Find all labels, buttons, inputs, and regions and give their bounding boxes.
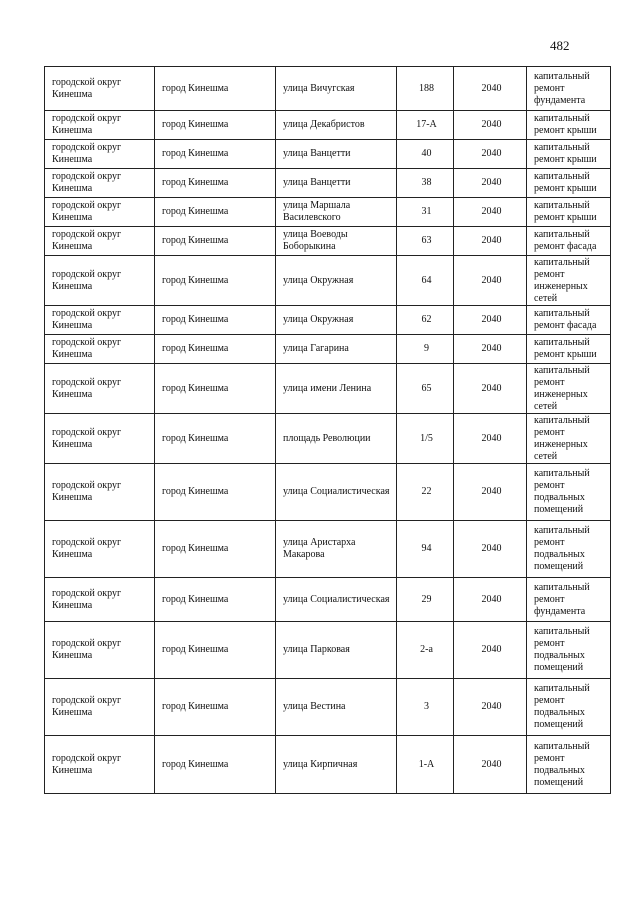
table-row (45, 679, 611, 736)
year-cell: 2040 (454, 227, 527, 256)
district-cell: городской округ Кинешма (45, 67, 155, 111)
city-cell: город Кинешма (155, 67, 276, 111)
work-type-cell: капитальный ремонт фундамента (527, 578, 611, 622)
street-cell: улица Декабристов (276, 111, 397, 140)
year-cell: 2040 (454, 335, 527, 364)
city-cell: город Кинешма (155, 111, 276, 140)
house-number-cell: 65 (397, 364, 454, 414)
district-cell: городской округ Кинешма (45, 306, 155, 335)
street-cell: площадь Революции (276, 414, 397, 464)
table-row (45, 169, 611, 198)
house-number-cell: 2-а (397, 622, 454, 679)
work-type-cell: капитальный ремонт подвальных помещений (527, 736, 611, 794)
street-cell: улица Социалистическая (276, 578, 397, 622)
year-cell: 2040 (454, 67, 527, 111)
street-cell: улица Кирпичная (276, 736, 397, 794)
district-cell: городской округ Кинешма (45, 140, 155, 169)
house-number-cell: 188 (397, 67, 454, 111)
year-cell: 2040 (454, 169, 527, 198)
city-cell: город Кинешма (155, 736, 276, 794)
work-type-cell: капитальный ремонт подвальных помещений (527, 464, 611, 521)
city-cell: город Кинешма (155, 679, 276, 736)
house-number-cell: 22 (397, 464, 454, 521)
year-cell: 2040 (454, 306, 527, 335)
year-cell: 2040 (454, 736, 527, 794)
city-cell: город Кинешма (155, 198, 276, 227)
street-cell: улица Ванцетти (276, 169, 397, 198)
work-type-cell: капитальный ремонт крыши (527, 140, 611, 169)
district-cell: городской округ Кинешма (45, 364, 155, 414)
year-cell: 2040 (454, 198, 527, 227)
city-cell: город Кинешма (155, 140, 276, 169)
table-row (45, 521, 611, 578)
city-cell: город Кинешма (155, 306, 276, 335)
city-cell: город Кинешма (155, 364, 276, 414)
street-cell: улица Социалистическая (276, 464, 397, 521)
city-cell: город Кинешма (155, 622, 276, 679)
district-cell: городской округ Кинешма (45, 256, 155, 306)
year-cell: 2040 (454, 578, 527, 622)
city-cell: город Кинешма (155, 521, 276, 578)
house-number-cell: 94 (397, 521, 454, 578)
table-row (45, 306, 611, 335)
table-row (45, 414, 611, 464)
city-cell: город Кинешма (155, 335, 276, 364)
table-row (45, 736, 611, 794)
district-cell: городской округ Кинешма (45, 464, 155, 521)
house-number-cell: 38 (397, 169, 454, 198)
year-cell: 2040 (454, 256, 527, 306)
house-number-cell: 40 (397, 140, 454, 169)
work-type-cell: капитальный ремонт крыши (527, 169, 611, 198)
house-number-cell: 1/5 (397, 414, 454, 464)
table-row (45, 67, 611, 111)
city-cell: город Кинешма (155, 169, 276, 198)
house-number-cell: 63 (397, 227, 454, 256)
table-row (45, 198, 611, 227)
table-row (45, 622, 611, 679)
table-row (45, 578, 611, 622)
district-cell: городской округ Кинешма (45, 169, 155, 198)
house-number-cell: 29 (397, 578, 454, 622)
district-cell: городской округ Кинешма (45, 622, 155, 679)
table-row (45, 227, 611, 256)
district-cell: городской округ Кинешма (45, 736, 155, 794)
table-row (45, 464, 611, 521)
work-type-cell: капитальный ремонт фасада (527, 227, 611, 256)
work-type-cell: капитальный ремонт подвальных помещений (527, 622, 611, 679)
district-cell: городской округ Кинешма (45, 679, 155, 736)
house-number-cell: 62 (397, 306, 454, 335)
work-type-cell: капитальный ремонт фундамента (527, 67, 611, 111)
work-type-cell: капитальный ремонт подвальных помещений (527, 521, 611, 578)
street-cell: улица Воеводы Боборыкина (276, 227, 397, 256)
work-type-cell: капитальный ремонт инженерных сетей (527, 414, 611, 464)
city-cell: город Кинешма (155, 227, 276, 256)
table-row (45, 335, 611, 364)
year-cell: 2040 (454, 521, 527, 578)
house-number-cell: 31 (397, 198, 454, 227)
year-cell: 2040 (454, 464, 527, 521)
street-cell: улица Вестина (276, 679, 397, 736)
table-row (45, 140, 611, 169)
house-number-cell: 64 (397, 256, 454, 306)
year-cell: 2040 (454, 622, 527, 679)
house-number-cell: 3 (397, 679, 454, 736)
work-type-cell: капитальный ремонт фасада (527, 306, 611, 335)
street-cell: улица Аристарха Макарова (276, 521, 397, 578)
street-cell: улица Маршала Василевского (276, 198, 397, 227)
district-cell: городской округ Кинешма (45, 335, 155, 364)
table-row (45, 111, 611, 140)
work-type-cell: капитальный ремонт подвальных помещений (527, 679, 611, 736)
street-cell: улица Ванцетти (276, 140, 397, 169)
city-cell: город Кинешма (155, 414, 276, 464)
house-number-cell: 9 (397, 335, 454, 364)
repair-schedule-table (44, 66, 611, 794)
work-type-cell: капитальный ремонт инженерных сетей (527, 364, 611, 414)
street-cell: улица Окружная (276, 256, 397, 306)
table-row (45, 364, 611, 414)
city-cell: город Кинешма (155, 256, 276, 306)
table-row (45, 256, 611, 306)
district-cell: городской округ Кинешма (45, 111, 155, 140)
street-cell: улица имени Ленина (276, 364, 397, 414)
street-cell: улица Вичугская (276, 67, 397, 111)
year-cell: 2040 (454, 679, 527, 736)
year-cell: 2040 (454, 364, 527, 414)
year-cell: 2040 (454, 111, 527, 140)
city-cell: город Кинешма (155, 578, 276, 622)
work-type-cell: капитальный ремонт инженерных сетей (527, 256, 611, 306)
district-cell: городской округ Кинешма (45, 521, 155, 578)
work-type-cell: капитальный ремонт крыши (527, 111, 611, 140)
street-cell: улица Окружная (276, 306, 397, 335)
work-type-cell: капитальный ремонт крыши (527, 198, 611, 227)
page-number: 482 (550, 38, 570, 53)
district-cell: городской округ Кинешма (45, 227, 155, 256)
street-cell: улица Парковая (276, 622, 397, 679)
district-cell: городской округ Кинешма (45, 578, 155, 622)
district-cell: городской округ Кинешма (45, 414, 155, 464)
district-cell: городской округ Кинешма (45, 198, 155, 227)
year-cell: 2040 (454, 414, 527, 464)
house-number-cell: 1-А (397, 736, 454, 794)
city-cell: город Кинешма (155, 464, 276, 521)
street-cell: улица Гагарина (276, 335, 397, 364)
year-cell: 2040 (454, 140, 527, 169)
house-number-cell: 17-А (397, 111, 454, 140)
work-type-cell: капитальный ремонт крыши (527, 335, 611, 364)
